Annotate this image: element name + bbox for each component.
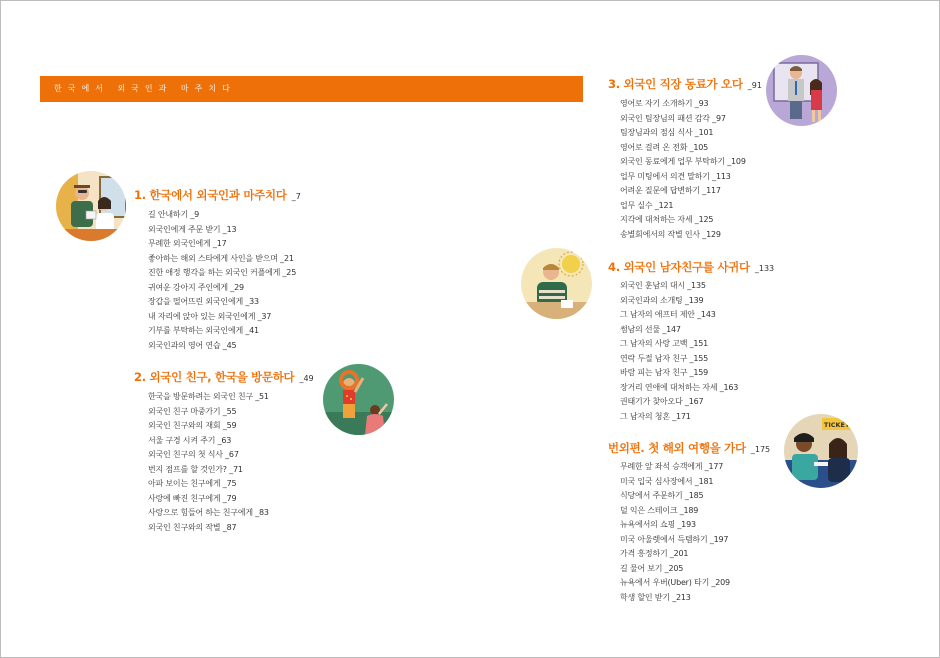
- toc-item[interactable]: 외국인에게 주문 받기 _13: [148, 224, 237, 234]
- toc-item[interactable]: 사랑에 빠진 친구에게 _79: [148, 493, 237, 503]
- chapter-title: 2. 외국인 친구, 한국을 방문하다: [134, 370, 295, 384]
- chapter-page: _7: [291, 192, 301, 201]
- toc-item[interactable]: 외국인 친구의 첫 식사 _67: [148, 450, 239, 460]
- toc-item[interactable]: 좋아하는 해외 스타에게 사인을 받으며 _21: [148, 253, 294, 263]
- tickets-sign: TICKETS: [823, 421, 855, 429]
- toc-item[interactable]: 외국인 팀장님의 패션 감각 _97: [620, 113, 726, 123]
- toc-item[interactable]: 뉴욕에서 우버(Uber) 타기 _209: [620, 578, 730, 588]
- chapter-page: _175: [750, 445, 771, 454]
- toc-item[interactable]: 외국인 훈남의 대시 _135: [620, 281, 706, 290]
- toc-item[interactable]: 장갑을 떨어뜨린 외국인에게 _33: [148, 297, 259, 307]
- toc-item[interactable]: 서울 구경 시켜 주기 _63: [148, 435, 232, 445]
- chapter-title: 4. 외국인 남자친구를 사귀다: [608, 260, 750, 274]
- toc-item[interactable]: 송별회에서의 작별 인사 _129: [620, 229, 721, 239]
- chapter-1-list: [148, 208, 296, 353]
- toc-item[interactable]: 지각에 대처하는 자세 _125: [620, 215, 714, 225]
- toc-item[interactable]: 어려운 질문에 답변하기 _117: [620, 186, 721, 196]
- toc-item[interactable]: 업무 미팅에서 의견 말하기 _113: [620, 171, 731, 181]
- toc-item[interactable]: 아파 보이는 친구에게 _75: [148, 479, 237, 489]
- toc-item[interactable]: 길 안내하기 _9: [148, 210, 200, 219]
- toc-item[interactable]: 그 남자의 청혼 _171: [620, 411, 691, 421]
- toc-item[interactable]: 한국을 방문하려는 외국인 친구 _51: [148, 392, 269, 401]
- chapter-1-illustration: [56, 171, 126, 241]
- toc-item[interactable]: 권태기가 찾아오다 _167: [620, 397, 704, 407]
- toc-item[interactable]: 진한 애정 행각을 하는 외국인 커플에게 _25: [148, 268, 297, 278]
- chapter-page: _91: [747, 81, 762, 90]
- toc-item[interactable]: 미국 입국 심사장에서 _181: [620, 476, 714, 486]
- chapter-3-illustration: [766, 55, 837, 126]
- toc-item[interactable]: 식당에서 주문하기 _185: [620, 491, 704, 501]
- toc-item[interactable]: 길 물어 보기 _205: [620, 563, 684, 573]
- toc-item[interactable]: 가격 흥정하기 _201: [620, 549, 689, 559]
- toc-item[interactable]: 기부를 부탁하는 외국인에게 _41: [148, 326, 259, 336]
- chapter-4-list: [620, 279, 738, 424]
- toc-item[interactable]: 바람 피는 남자 친구 _159: [620, 368, 709, 378]
- toc-item[interactable]: 그 남자의 애프터 제안 _143: [620, 310, 716, 320]
- toc-item[interactable]: 팀장님과의 점심 식사 _101: [620, 128, 714, 138]
- toc-item[interactable]: 업무 실수 _121: [620, 200, 674, 210]
- chapter-2-heading[interactable]: [134, 366, 314, 385]
- toc-item[interactable]: 학생 할인 받기 _213: [620, 592, 691, 602]
- bonus-illustration: [784, 414, 858, 488]
- toc-item[interactable]: 외국인과의 소개팅 _139: [620, 295, 704, 305]
- banner-text: 한국에서 외국인과 마주치다: [54, 84, 236, 93]
- toc-item[interactable]: 뉴욕에서의 쇼핑 _193: [620, 520, 696, 530]
- chapter-1-heading[interactable]: [134, 184, 301, 203]
- chapter-4-heading[interactable]: [608, 256, 774, 275]
- toc-item[interactable]: 영어로 걸려 온 전화 _105: [620, 142, 709, 152]
- chapter-title: 번외편. 첫 해외 여행을 가다: [608, 441, 746, 455]
- toc-item[interactable]: 미국 아울렛에서 득템하기 _197: [620, 534, 729, 544]
- toc-item[interactable]: 무례한 앞 좌석 승객에게 _177: [620, 462, 724, 471]
- chapter-3-heading[interactable]: [608, 73, 762, 92]
- toc-item[interactable]: 연락 두절 남자 친구 _155: [620, 353, 709, 363]
- toc-item[interactable]: 번지 점프를 할 것인가? _71: [148, 464, 243, 474]
- toc-item[interactable]: 썸남의 선물 _147: [620, 324, 681, 334]
- chapter-page: _49: [299, 374, 314, 383]
- toc-item[interactable]: 외국인 동료에게 업무 부탁하기 _109: [620, 157, 746, 167]
- chapter-page: _133: [754, 264, 775, 273]
- bonus-chapter-heading[interactable]: [608, 437, 770, 456]
- toc-item[interactable]: 귀여운 강아지 주인에게 _29: [148, 282, 244, 292]
- chapter-2-illustration: [323, 364, 394, 435]
- toc-item[interactable]: 영어로 자기 소개하기 _93: [620, 99, 709, 108]
- chapter-title: 1. 한국에서 외국인과 마주치다: [134, 188, 287, 202]
- toc-item[interactable]: 외국인 친구 마중가기 _55: [148, 406, 237, 416]
- header-banner: [40, 76, 583, 102]
- toc-item[interactable]: 그 남자의 사랑 고백 _151: [620, 339, 709, 349]
- toc-item[interactable]: 외국인 친구와의 재회 _59: [148, 421, 237, 431]
- toc-item[interactable]: 덜 익은 스테이크 _189: [620, 505, 699, 515]
- toc-item[interactable]: 외국인 친구와의 작별 _87: [148, 522, 237, 532]
- bonus-chapter-list: [620, 460, 730, 605]
- toc-item[interactable]: 내 자리에 앉아 있는 외국인에게 _37: [148, 311, 272, 321]
- chapter-3-list: [620, 97, 746, 242]
- toc-item[interactable]: 장거리 연애에 대처하는 자세 _163: [620, 382, 739, 392]
- toc-item[interactable]: 외국인과의 영어 연습 _45: [148, 340, 237, 350]
- chapter-2-list: [148, 390, 269, 535]
- chapter-4-illustration: [521, 248, 592, 319]
- toc-item[interactable]: 사랑으로 힘들어 하는 친구에게 _83: [148, 508, 269, 518]
- chapter-title: 3. 외국인 직장 동료가 오다: [608, 77, 743, 91]
- toc-item[interactable]: 무례한 외국인에게 _17: [148, 239, 227, 249]
